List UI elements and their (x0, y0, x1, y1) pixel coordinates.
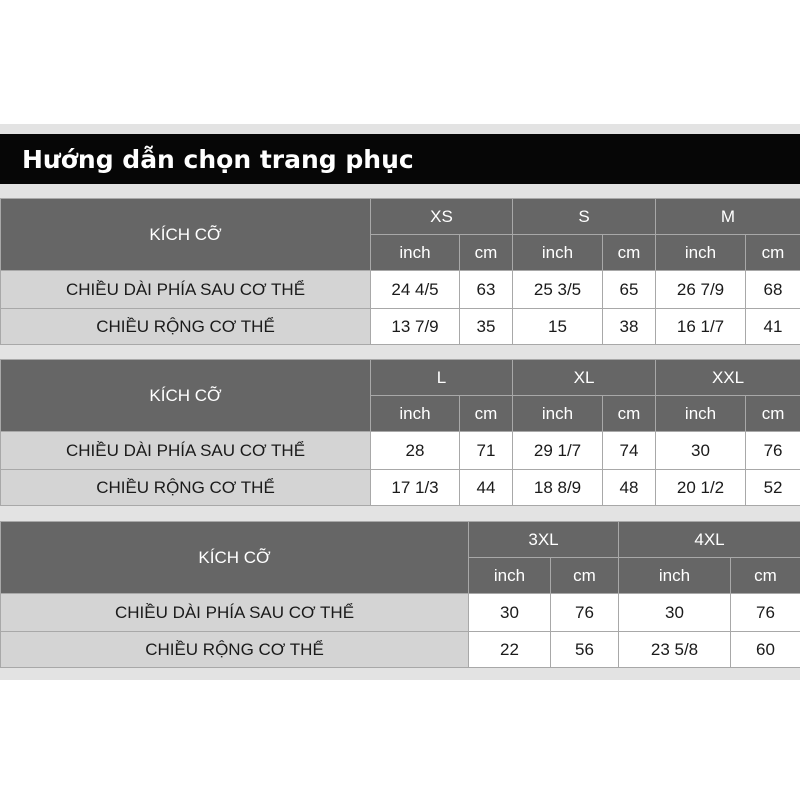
row-label: CHIỀU DÀI PHÍA SAU CƠ THỂ (1, 271, 371, 309)
table-row (1, 632, 800, 668)
size-header: XL (513, 360, 656, 396)
table-row (1, 470, 800, 506)
unit-header: cm (603, 396, 656, 432)
size-header-row (1, 199, 800, 235)
size-table-3 (0, 521, 800, 668)
unit-header: inch (513, 396, 603, 432)
value-cell: 63 (460, 271, 513, 309)
value-cell: 20 1/2 (656, 470, 746, 506)
value-cell: 71 (460, 432, 513, 470)
row-label: CHIỀU RỘNG CƠ THỂ (1, 470, 371, 506)
value-cell: 16 1/7 (656, 309, 746, 345)
table-row (1, 309, 800, 345)
unit-header: cm (603, 235, 656, 271)
value-cell: 30 (656, 432, 746, 470)
value-cell: 76 (731, 594, 800, 632)
unit-header: inch (371, 396, 460, 432)
size-header: S (513, 199, 656, 235)
unit-header: inch (469, 558, 551, 594)
value-cell: 23 5/8 (619, 632, 731, 668)
unit-header: inch (656, 396, 746, 432)
row-label: CHIỀU RỘNG CƠ THỂ (1, 632, 469, 668)
row-label: CHIỀU RỘNG CƠ THỂ (1, 309, 371, 345)
value-cell: 26 7/9 (656, 271, 746, 309)
value-cell: 28 (371, 432, 460, 470)
value-cell: 13 7/9 (371, 309, 460, 345)
size-header: L (371, 360, 513, 396)
value-cell: 74 (603, 432, 656, 470)
value-cell: 35 (460, 309, 513, 345)
table-row (1, 432, 800, 470)
unit-header: cm (460, 235, 513, 271)
value-cell: 15 (513, 309, 603, 345)
table-row (1, 271, 800, 309)
size-header: M (656, 199, 800, 235)
value-cell: 52 (746, 470, 800, 506)
table-row (1, 594, 800, 632)
unit-header: cm (731, 558, 800, 594)
value-cell: 38 (603, 309, 656, 345)
value-cell: 65 (603, 271, 656, 309)
value-cell: 22 (469, 632, 551, 668)
size-header: XS (371, 199, 513, 235)
size-label-cell: KÍCH CỠ (1, 199, 371, 271)
value-cell: 24 4/5 (371, 271, 460, 309)
unit-header: cm (551, 558, 619, 594)
value-cell: 60 (731, 632, 800, 668)
size-header-row (1, 360, 800, 396)
size-label-cell: KÍCH CỠ (1, 360, 371, 432)
value-cell: 30 (619, 594, 731, 632)
unit-header: inch (371, 235, 460, 271)
unit-header: inch (513, 235, 603, 271)
value-cell: 30 (469, 594, 551, 632)
row-label: CHIỀU DÀI PHÍA SAU CƠ THỂ (1, 432, 371, 470)
size-header-row (1, 522, 800, 558)
value-cell: 29 1/7 (513, 432, 603, 470)
unit-header: cm (460, 396, 513, 432)
unit-header: inch (656, 235, 746, 271)
unit-header: cm (746, 235, 800, 271)
size-table-1 (0, 198, 800, 345)
value-cell: 18 8/9 (513, 470, 603, 506)
size-header: 3XL (469, 522, 619, 558)
value-cell: 44 (460, 470, 513, 506)
size-label-cell: KÍCH CỠ (1, 522, 469, 594)
row-label: CHIỀU DÀI PHÍA SAU CƠ THỂ (1, 594, 469, 632)
value-cell: 76 (551, 594, 619, 632)
value-cell: 76 (746, 432, 800, 470)
value-cell: 41 (746, 309, 800, 345)
value-cell: 68 (746, 271, 800, 309)
size-header: XXL (656, 360, 800, 396)
title-bar (0, 134, 800, 184)
value-cell: 48 (603, 470, 656, 506)
unit-header: cm (746, 396, 800, 432)
value-cell: 25 3/5 (513, 271, 603, 309)
value-cell: 56 (551, 632, 619, 668)
size-table-2 (0, 359, 800, 506)
unit-header: inch (619, 558, 731, 594)
page-title: Hướng dẫn chọn trang phục (22, 144, 414, 174)
size-header: 4XL (619, 522, 800, 558)
value-cell: 17 1/3 (371, 470, 460, 506)
